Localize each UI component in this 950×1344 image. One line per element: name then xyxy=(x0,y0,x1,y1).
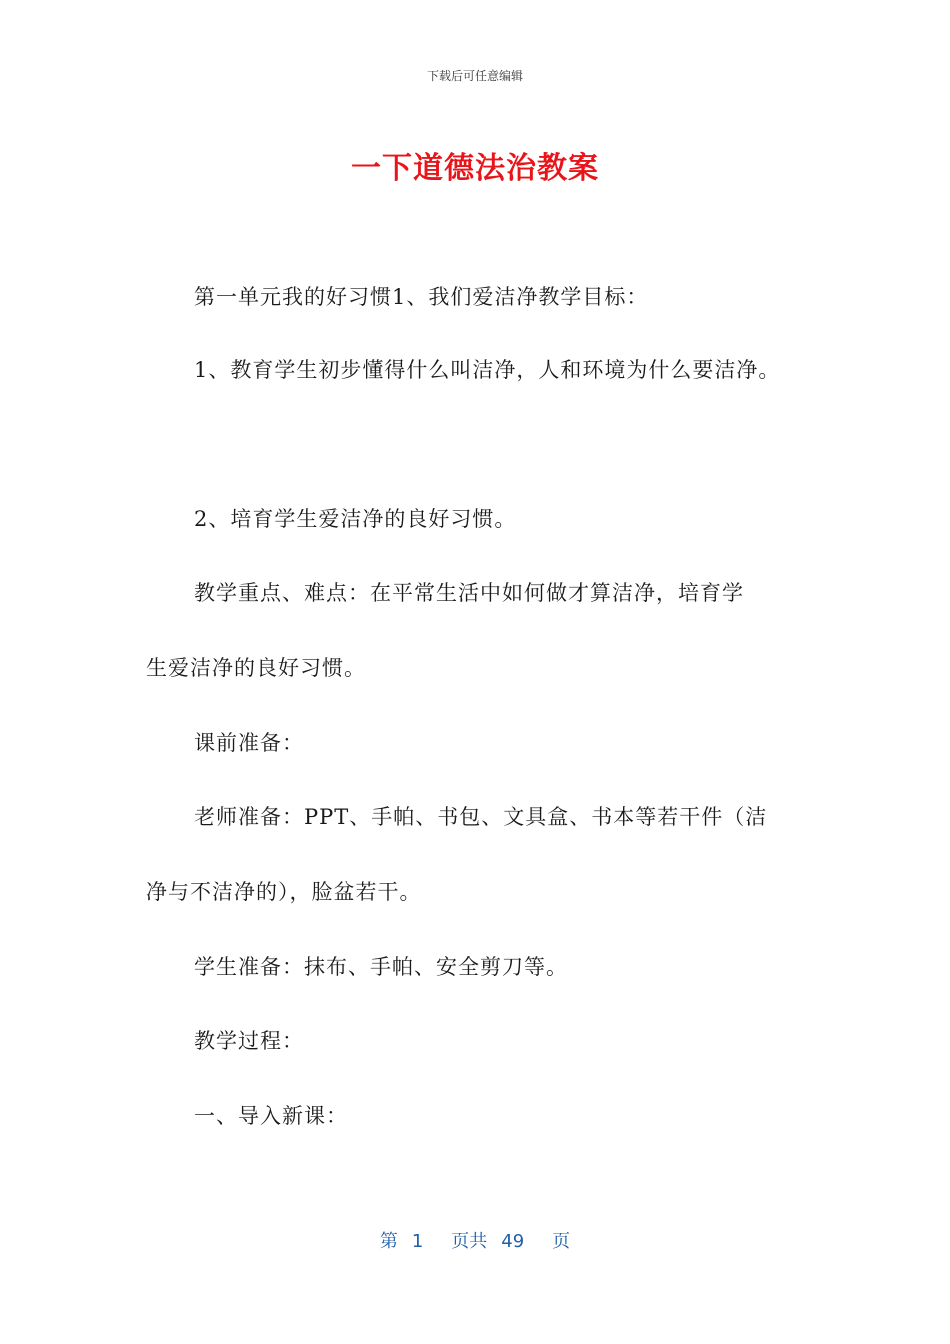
paragraph-preparation: 课前准备： xyxy=(194,731,304,755)
footer-page-number: 1 xyxy=(411,1231,424,1252)
document-title: 一下道德法治教案 xyxy=(351,151,599,186)
paragraph-goal-1: 1、教育学生初步懂得什么叫洁净，人和环境为什么要洁净。 xyxy=(194,358,781,382)
paragraph-student-prep: 学生准备：抹布、手帕、安全剪刀等。 xyxy=(194,955,568,979)
footer-label-total: 页共 xyxy=(451,1231,488,1252)
paragraph-goal-2: 2、培育学生爱洁净的良好习惯。 xyxy=(194,507,517,531)
page-footer xyxy=(0,1227,950,1253)
paragraph-key-points-cont: 生爱洁净的良好习惯。 xyxy=(146,656,366,680)
paragraph-process: 教学过程： xyxy=(194,1029,304,1053)
paragraph-intro-lesson: 一、导入新课： xyxy=(194,1104,348,1128)
paragraph-teacher-prep-cont: 净与不洁净的），脸盆若干。 xyxy=(146,880,422,904)
paragraph-unit-intro: 第一单元我的好习惯1、我们爱洁净教学目标： xyxy=(194,285,649,309)
footer-total-pages: 49 xyxy=(501,1231,525,1252)
paragraph-teacher-prep: 老师准备：PPT、手帕、书包、文具盒、书本等若干件（洁 xyxy=(194,805,768,829)
footer-label-page: 第 xyxy=(379,1231,398,1252)
header-note: 下载后可任意编辑 xyxy=(426,69,523,83)
paragraph-key-points: 教学重点、难点：在平常生活中如何做才算洁净，培育学 xyxy=(194,581,744,605)
footer-label-end: 页 xyxy=(552,1231,571,1252)
